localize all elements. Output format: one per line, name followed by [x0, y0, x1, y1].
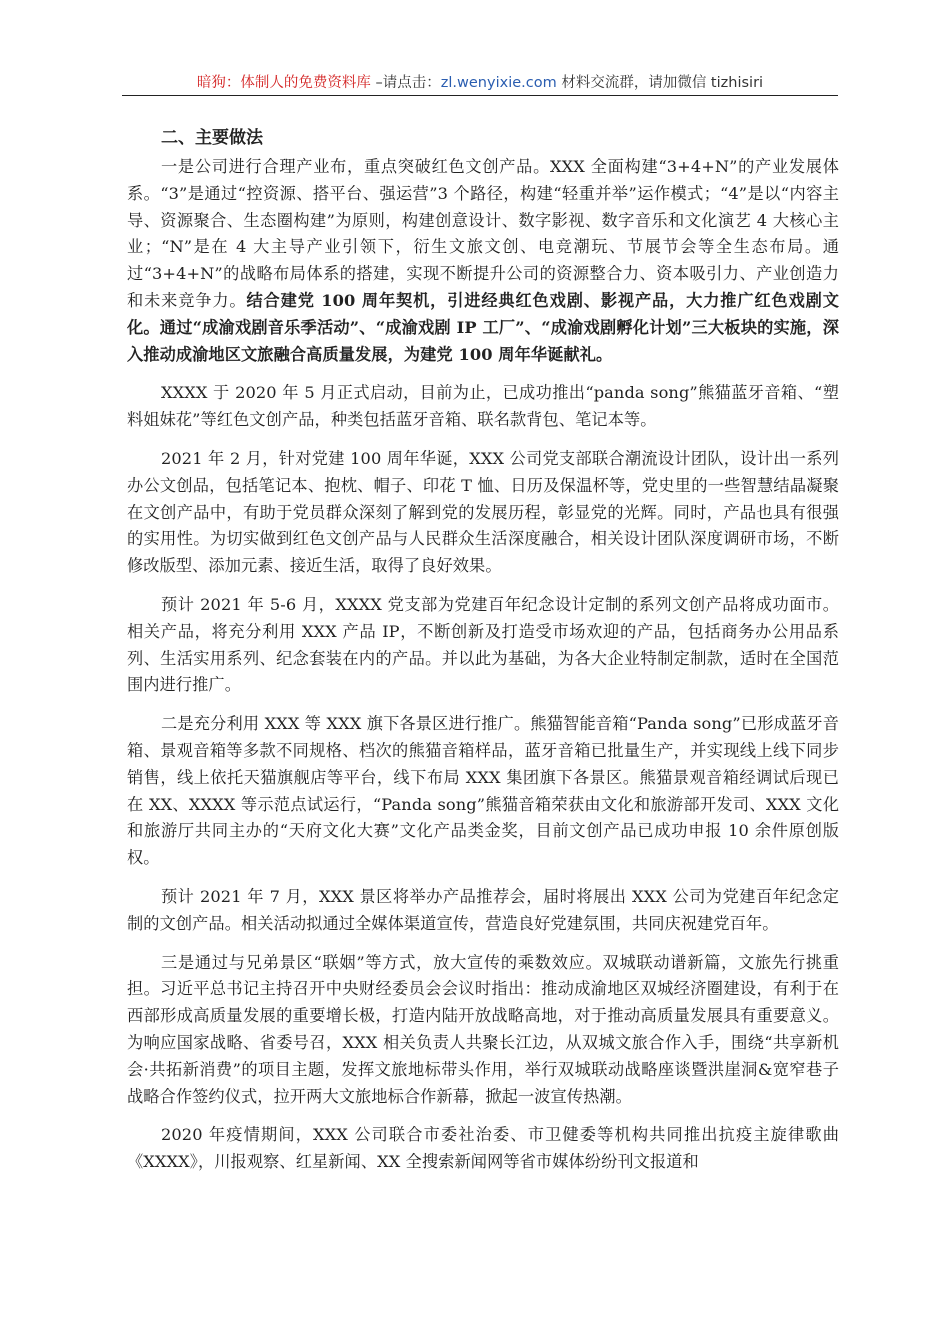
- page-header: [122, 70, 838, 96]
- section-heading: 二、主要做法: [161, 128, 263, 148]
- paragraph-1-bold-text: 结合建党 100 周年契机，引进经典红色戏剧、影视产品，大力推广红色戏剧文化。通过“成渝戏剧音乐季活动”、“成渝戏剧 IP 工厂”、“成渝戏剧孵化计划”三大板块的实施，深入推动成渝地区文旅融合高质量发展，为建党 100 周年华诞献礼。: [127, 290, 839, 364]
- paragraph-5: 二是充分利用 XXX 等 XXX 旗下各景区进行推广。熊猫智能音箱“Panda song”已形成蓝牙音箱、景观音箱等多款不同规格、档次的熊猫音箱样品，蓝牙音箱已批量生产，并实现线上线下同步销售，线上依托天猫旗舰店等平台，线下布局 XXX 集团旗下各景区。熊猫景观音箱经调试后现已在 XX、XXXX 等示范点试运行，“Panda song”熊猫音箱荣获由文化和旅游部开发司、XXX 文化和旅游厅共同主办的“天府文化大赛”文化产品类金奖，目前文创产品已成功申报 10 余件原创版权。: [127, 714, 839, 868]
- paragraph-8: 2020 年疫情期间，XXX 公司联合市委社治委、市卫健委等机构共同推出抗疫主旋律歌曲《XXXX》，川报观察、红星新闻、XX 全搜索新闻网等省市媒体纷纷刊文报道和: [127, 1125, 839, 1172]
- header-link[interactable]: zl.wenyixie.com: [440, 75, 557, 91]
- header-wechat-note: 材料交流群，请加微信 tizhisiri: [556, 75, 764, 91]
- paragraph-6: 预计 2021 年 7 月，XXX 景区将举办产品推荐会，届时将展出 XXX 公司为党建百年纪念定制的文创产品。相关活动拟通过全媒体渠道宣传，营造良好党建氛围，共同庆祝建党百年。: [127, 886, 839, 933]
- header-site-name: 暗狗：体制人的免费资料库: [196, 75, 371, 91]
- paragraph-1-text: 一是公司进行合理产业布，重点突破红色文创产品。XXX 全面构建“3+4+N”的产业发展体系。“3”是通过“控资源、搭平台、强运营”3 个路径，构建“轻重并举”运作模式；“4”是以“内容主导、资源聚合、生态圈构建”为原则，构建创意设计、数字影视、数字音乐和文化演艺 4 大核心主业；“N”是在 4 大主导产业引领下，衍生文旅文创、电竞潮玩、节展节会等全生态布局。通过“3+4+N”的战略布局体系的搭建，实现不断提升公司的资源整合力、资本吸引力、产业创造力和未来竞争力。: [127, 157, 839, 310]
- document-body: [127, 124, 839, 1188]
- paragraph-1: [127, 154, 839, 368]
- paragraph-4: 预计 2021 年 5-6 月，XXXX 党支部为党建百年纪念设计定制的系列文创产品将成功面市。相关产品，将充分利用 XXX 产品 IP，不断创新及打造受市场欢迎的产品，包括商务办公用品系列、生活实用系列、纪念套装在内的产品。并以此为基础，为各大企业特制定制款，适时在全国范围内进行推广。: [127, 594, 839, 695]
- header-click-prompt: –请点击：: [370, 75, 441, 91]
- paragraph-3: 2021 年 2 月，针对党建 100 周年华诞，XXX 公司党支部联合潮流设计团队，设计出一系列办公文创品，包括笔记本、抱枕、帽子、印花 T 恤、日历及保温杯等，党史里的一些智慧结晶凝聚在文创产品中，有助于党员群众深刻了解到党的发展历程，彰显党的光辉。同时，产品也具有很强的实用性。为切实做到红色文创产品与人民群众生活深度融合，相关设计团队深度调研市场，不断修改版型、添加元素、接近生活，取得了良好效果。: [127, 448, 839, 576]
- paragraph-7: 三是通过与兄弟景区“联姻”等方式，放大宣传的乘数效应。双城联动谱新篇，文旅先行挑重担。习近平总书记主持召开中央财经委员会会议时指出：推动成渝地区双城经济圈建设，有利于在西部形成高质量发展的重要增长极，打造内陆开放战略高地，对于推动高质量发展具有重要意义。为响应国家战略、省委号召，XXX 相关负责人共聚长江边，从双城文旅合作入手，围绕“共享新机会·共拓新消费”的项目主题，发挥文旅地标带头作用，举行双城联动战略座谈暨洪崖洞&宽窄巷子战略合作签约仪式，拉开两大文旅地标合作新幕，掀起一波宣传热潮。: [127, 952, 839, 1106]
- paragraph-2: XXXX 于 2020 年 5 月正式启动，目前为止，已成功推出“panda song”熊猫蓝牙音箱、“塑料姐妹花”等红色文创产品，种类包括蓝牙音箱、联名款背包、笔记本等。: [127, 383, 839, 430]
- header-divider: [122, 95, 838, 96]
